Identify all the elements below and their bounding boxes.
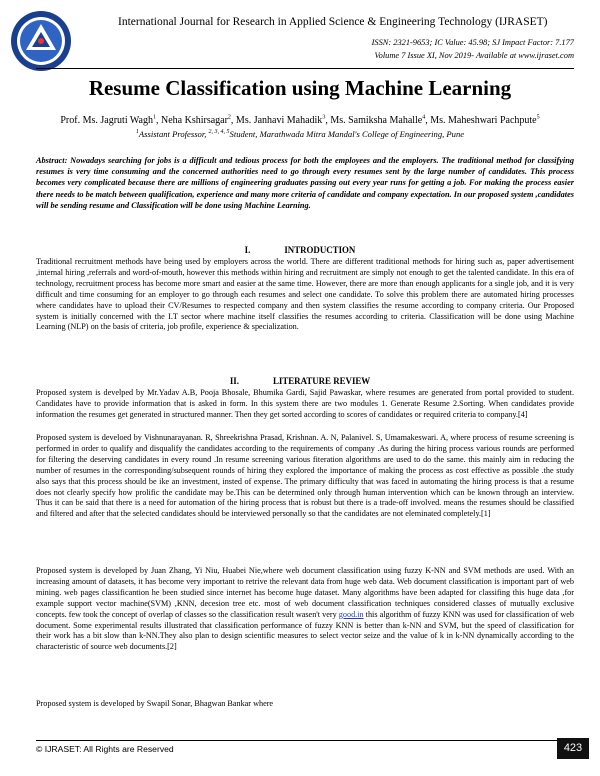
issn-line: ISSN: 2321-9653; IC Value: 45.98; SJ Impact Factor: 7.177 — [371, 38, 574, 47]
footer-copyright: © IJRASET: All Rights are Reserved — [36, 744, 174, 754]
author-sup: 5 — [536, 114, 540, 121]
author-sup: 2 — [227, 114, 231, 121]
paragraph-text: Proposed system is developed by Juan Zhang, Yi Niu, Huabei Nie,where web document classification using fuzzy K-NN and SVM methods are used. With an increasing amount of datasets, it has become very important to retrive the relevant data from huge web data. Web document classification is important part of web mining. web pages classificantion he been studied since internet has become huge dataset. Many algorithms have been adapted for classifing this huge data ,for example support vector machine(SVM) ,KNN, decesion tree etc. most of web document classification techniques considered classes of mutually exclusive concepts. few took the concept of overlap of classes so the classification result wasen't very — [36, 566, 574, 619]
section-number: I. — [244, 245, 251, 255]
author-sup: 4 — [422, 114, 426, 121]
author-name: Prof. Ms. Jagruti Wagh — [60, 115, 153, 126]
literature-paragraph-4: Proposed system is developed by Swapil Sonar, Bhagwan Bankar where — [36, 699, 274, 708]
author-name: Ms. Samiksha Mahalle — [330, 115, 423, 126]
introduction-paragraph: Traditional recruitment methods have being used by employers across the world. There are different traditional methods for hiring such as, paper advertisement ,internal hiring ,referrals and word-of-mouth, however this methods within hiring and recruitment are simply not enough to get the talented candidate. In this era of technology, recruitment process has become more smart and easier at the same time. However, there are more than enough applicants for a single job, and it is very difficult and time consuming for an employer to go through each resumes and select one candidate. To solve this problem there are automated hiring processes where candidates have to upload their CV/Resumes to respected company and then system classifies the resume according to company criteria. Our Proposed system is initially concerned with the I.T sector where machine itself classifies the resumes according to criteria. Classification will be done using Machine Learning (NLP) on the basis of criteria, job profile, experience & specialization. — [36, 257, 574, 332]
author-sup: 3 — [322, 114, 326, 121]
author-list: Prof. Ms. Jagruti Wagh$^1$, Neha Kshirsagar$^2$, Ms. Janhavi Mahadik$^3$, Ms. Samiksha Mahalle$^4$, Ms. Maheshwari Pachpute$^5$ — [60, 114, 540, 126]
literature-paragraph-2: Proposed system is develoed by Vishnunarayanan. R, Shreekrishna Prasad, Krishnan. A. N, Palanivel. S, Umamakeswari. A, where process of resume screening is performed in order to qualify and disqualify the candidates according to the requirements of company .As during the hiring process various rounds are performed for filtering the deserving candidates in every round .In resume screening various fiteration algorithms are used to do the same. this mainly aim in reducing the number of resumes in the corresponding/subsequent rounds of hiring they explored the importance of making the process as cost effective as possible .the study also says that this process should be ike an investment, insted of expense. The primary difficulty that was faced in automating the hiring process is that a resume does not clearly specify how prolific the candidate may be.This can be determined only through human intervention which can be known through an interview. Thus it can be said that there is a need for automation of the hiring process that is robust but there is a trade-off involved. means the resumes should be classified and filtered and after that the selected candidates should be interviewed personally so that the candidates are not eleminated completely.[1] — [36, 433, 574, 519]
section-number: II. — [229, 376, 239, 386]
author-name: Neha Kshirsagar — [161, 115, 228, 126]
section-heading-literature-review — [0, 376, 600, 386]
page-number: 423 — [557, 738, 589, 759]
literature-paragraph-1: Proposed system is develped by Mr.Yadav A.B, Pooja Bhosale, Bhumika Gardi, Sajid Pawaskar, where resumes are generated from portal provided to student. Candidates have to provide information that is asked in form. In this system there are two modules 1. Generate Resume 2.Sorting. When candidates provide information the resumes get generated in structured manner. Then they get sorted according to scores of candidates or required criteria to company.[4] — [36, 388, 574, 419]
inline-link[interactable]: good.in — [338, 609, 364, 619]
paragraph-text: this algorithm of fuzzy KNN was used for classification of web document. Some experimental results illustrated that classification performance of fuzzy KNN is better than k-NN and SVM, but the speed of classification for their work has a bit slow than k-NN.They also plan to design scientific measures to select vector seize and the value of k in k-NN dynamically according to the characteristic of source web documents.[2] — [36, 609, 574, 652]
author-sup: 1 — [153, 114, 156, 121]
section-title: LITERATURE REVIEW — [272, 376, 371, 386]
paper-title: Resume Classification using Machine Learning — [88, 76, 512, 100]
section-title: INTRODUCTION — [284, 245, 356, 255]
literature-paragraph-3 — [36, 566, 574, 653]
volume-line: Volume 7 Issue XI, Nov 2019- Available at www.ijraset.com — [374, 51, 574, 60]
abstract: Abstract: Nowadays searching for jobs is a difficult and tedious process for both the employees and the employers. The traditional method for classifying resumes is very time consuming and the concerned authorities need to go through every resumes sent by the large number of candidates. This process becomes very complicated because there are millions of engineering graduates passing out every year runs for getting a job. For making the process easier there needs to be match between qualification, experience and many more criteria of candidate and company expectation. In our proposed system ,candidates will be sending resume and Classification will be done using Machine Learning. — [36, 156, 574, 210]
author-name: Ms. Maheshwari Pachpute — [430, 115, 537, 126]
affil-text: Student, Marathwada Mitra Mandal's College of Engineering, Pune — [229, 129, 465, 139]
affil-text: Assistant Professor, — [138, 129, 209, 139]
footer-rule — [36, 740, 574, 741]
header-rule — [36, 68, 574, 69]
affil-sup: 2, 3, 4, 5 — [208, 129, 230, 136]
affil-sup: 1 — [135, 129, 139, 136]
author-name: Ms. Janhavi Mahadik — [235, 115, 323, 126]
ijraset-logo — [10, 10, 72, 72]
section-heading-introduction — [0, 245, 600, 255]
journal-name: International Journal for Research in Applied Science & Engineering Technology (IJRASET) — [118, 16, 548, 28]
affiliation — [0, 129, 600, 139]
